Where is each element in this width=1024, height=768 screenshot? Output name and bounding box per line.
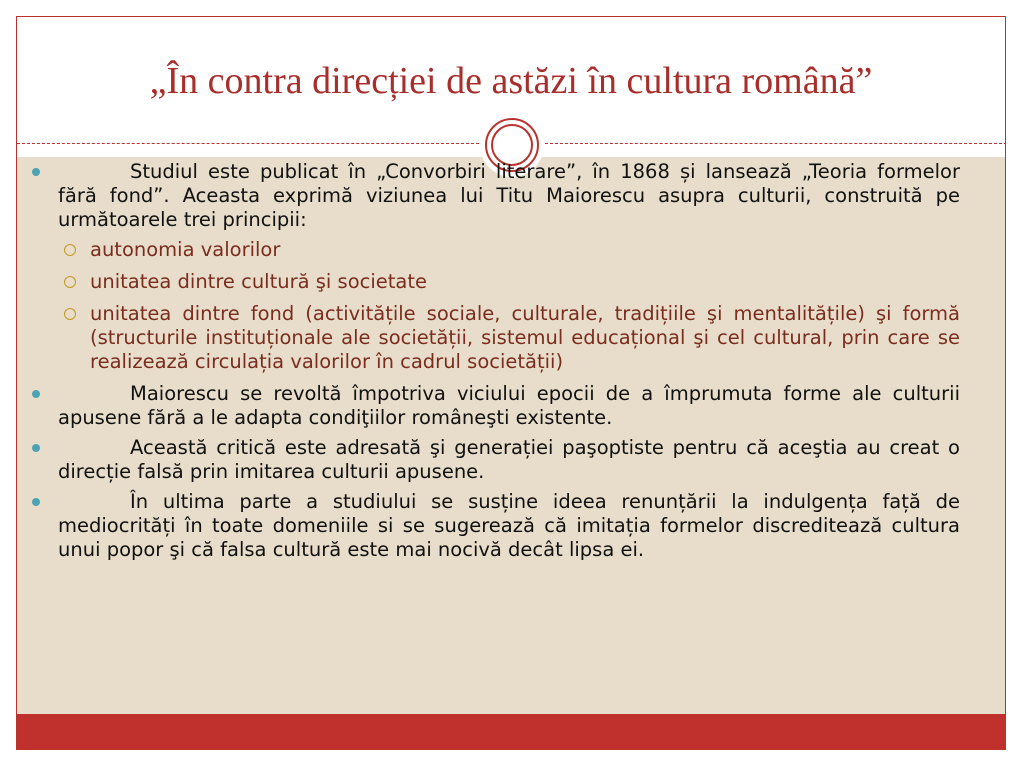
slide-content [58, 160, 960, 568]
title-divider-right [545, 143, 1006, 144]
principles-list [90, 238, 960, 374]
sub-item-text: autonomia valorilor [90, 238, 281, 261]
hollow-circle-bullet-icon [64, 276, 76, 288]
title-divider-left [17, 143, 479, 144]
bullet-text: Maiorescu se revoltă împotriva viciului epocii de a împrumuta forme ale culturii apusene fără a le adapta condiţiilor româneşti existente. [58, 382, 960, 429]
hollow-circle-bullet-icon [64, 244, 76, 256]
bullet-item [58, 436, 960, 484]
bullet-dot-icon [32, 444, 40, 452]
hollow-circle-bullet-icon [64, 308, 76, 320]
sub-item-text: unitatea dintre cultură şi societate [90, 270, 428, 293]
bullet-text: Studiul este publicat în „Convorbiri literare”, în 1868 și lansează „Teoria formelor fără fond”. Aceasta exprimă viziunea lui Titu Maiorescu asupra culturii, construită pe următoarele trei principii: [58, 160, 960, 231]
sub-list-item [90, 238, 960, 262]
bullet-item [58, 160, 960, 232]
bullet-dot-icon [32, 168, 40, 176]
sub-list-item [90, 270, 960, 294]
bullet-item [58, 490, 960, 562]
bullet-dot-icon [32, 498, 40, 506]
sub-item-text: unitatea dintre fond (activitățile sociale, culturale, tradițiile şi mentalitățile) şi formă (structurile instituționale ale societății, sistemul educațional şi cel cultural, prin care se realizează circulația valorilor în cadrul societății) [90, 302, 960, 373]
footer-bar [17, 714, 1005, 749]
bullet-dot-icon [32, 390, 40, 398]
slide-title: „În contra direcției de astăzi în cultura română” [149, 60, 873, 102]
bullet-item [58, 382, 960, 430]
bullet-text: În ultima parte a studiului se susține ideea renunțării la indulgența față de mediocrități în toate domeniile si se sugerează că imitația formelor discreditează cultura unui popor şi că falsa cultură este mai nocivă decât lipsa ei. [58, 490, 960, 561]
bullet-text: Această critică este adresată şi generației paşoptiste pentru că aceştia au creat o direcție falsă prin imitarea culturii apusene. [58, 436, 960, 483]
sub-list-item [90, 302, 960, 374]
